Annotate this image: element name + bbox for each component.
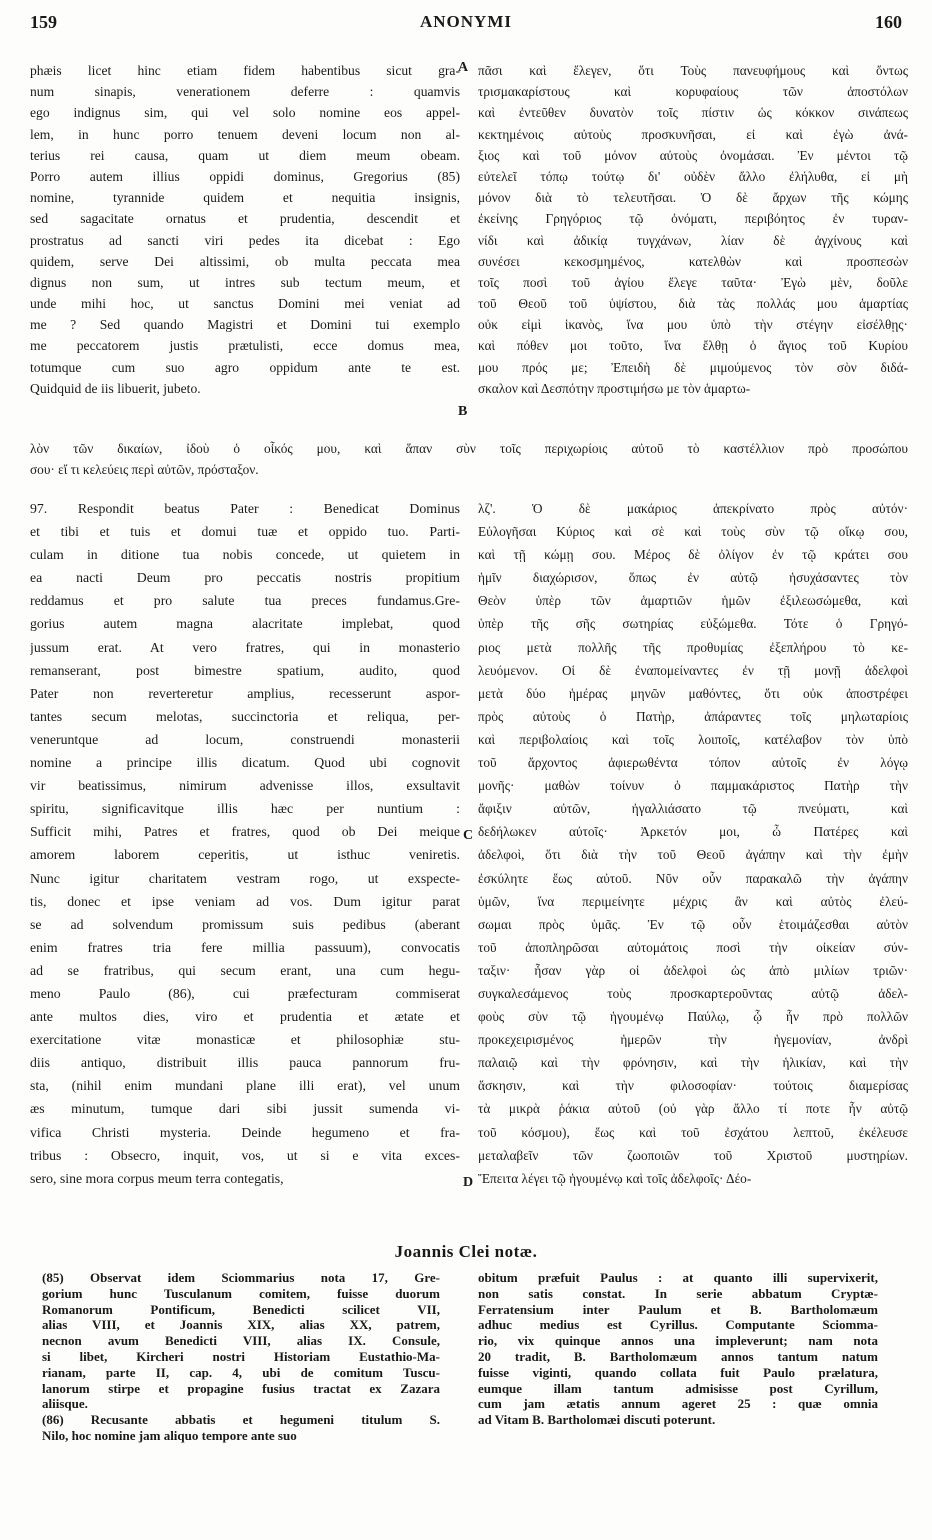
text-line: σου· εἴ τι κελεύεις περὶ αὐτῶν, πρόσταξον. bbox=[30, 462, 259, 478]
text-line: vir beatissimus, nimirum advenisse illos, exsultavit bbox=[30, 778, 460, 794]
text-line: τοῦ Θεοῦ τοῦ ὑψίστου, διὰ τὰς πολλάς μου ἁμαρτίας bbox=[478, 296, 908, 312]
text-line: rianam, parte II, cap. 4, ubi de comitum Tuscu- bbox=[42, 1364, 440, 1380]
text-line: Εὐλογῆσαι Κύριος καὶ σὲ καὶ τοὺς σὺν τῷ οἴκῳ σου, bbox=[478, 524, 908, 540]
text-line: ἐσκύλητε ἕως αὐτοῦ. Νῦν οὖν παρακαλῶ τὴν ἀγάπην bbox=[478, 870, 908, 886]
page-number-left: 159 bbox=[30, 12, 57, 32]
notes-title: Joannis Clei notæ. bbox=[394, 1242, 538, 1261]
text-line: καὶ ἐντεῦθεν δυνατὸν τοῖς πίστιν ὡς κόκκον σινάπεως bbox=[478, 105, 908, 121]
margin-letter-b: B bbox=[458, 404, 468, 419]
text-line: diis antiquo, distribuit illis pauca pannorum fru- bbox=[30, 1055, 460, 1071]
text-line: ὑμῶν, ἵνα περιμείνητε μέχρις ἂν καὶ αὐτὸς ἐλεύ- bbox=[478, 893, 908, 909]
text-line: παλαιῷ καὶ τὴν φρόνησιν, καὶ τὴν ἡλικίαν, καὶ τὴν bbox=[478, 1055, 908, 1071]
text-line: gorium hunc Tusculanum comitem, fuisse duorum bbox=[42, 1285, 440, 1301]
text-line: συγκαλεσάμενος τοὺς προσκαρτεροῦντας αὐτῷ ἀδελ- bbox=[478, 985, 908, 1001]
text-line: πρὸς αὐτοὺς ὁ Πατὴρ, ἀπάραντες τοῖς μηλωταρίοις bbox=[478, 708, 908, 724]
text-line: Θεὸν ὑπὲρ τῶν ἁμαρτιῶν ἡμῶν ἐξιλεωσώμεθα, καὶ bbox=[478, 593, 908, 609]
text-line: λὸν τῶν δικαίων, ἰδοὺ ὁ οἶκός μου, καὶ ἅπαν σὺν τοῖς περιχωρίοις αὐτοῦ τὸ καστέλλιον πρὸ προσώπου bbox=[30, 441, 908, 456]
text-line: Quidquid de iis libuerit, jubeto. bbox=[30, 380, 201, 396]
text-line: reddamus et pro salute tua preces fundamus.Gre- bbox=[30, 593, 460, 609]
greek-full-width-lines bbox=[30, 438, 908, 480]
text-line: enim fratres tria fere millia passuum), convocatis bbox=[30, 939, 460, 955]
latin-column-top bbox=[30, 60, 460, 399]
text-line: meno Paulo (86), cui præfecturam commiserat bbox=[30, 985, 460, 1001]
text-line: (85) Observat idem Sciommarius nota 17, Gre- bbox=[42, 1270, 440, 1285]
text-line: ἡμῖν διαχώρισον, ὅπως ἐν αὐτῷ ἡσυχάσαντες τὸν bbox=[478, 570, 908, 586]
text-line: culam in ditione tua nobis concede, ut quietem in bbox=[30, 547, 460, 563]
text-line: καὶ τῇ κώμῃ σου. Μέρος δὲ ὀλίγον ἐν τῷ κράτει σου bbox=[478, 547, 908, 563]
text-line: τρισμακαρίστους καὶ κορυφαίους τῶν ἀποστόλων bbox=[478, 84, 908, 100]
text-line: et tibi et tuis et domui tuæ et oppido tuo. Parti- bbox=[30, 524, 460, 540]
text-line: τοῦ ἀποπληρῶσαι αὐτομάτοις ποσὶ τὴν οἰκείαν σύν- bbox=[478, 939, 908, 955]
notes-right-column bbox=[478, 1270, 878, 1428]
text-line: πᾶσι καὶ ἔλεγεν, ὅτι Τοὺς πανευφήμους καὶ ὄντως bbox=[478, 63, 908, 78]
text-line: φοὺς σὺν τῷ ἡγουμένῳ Παύλῳ, ᾧ ἦν πρὸ πολλῶν bbox=[478, 1009, 908, 1025]
text-line: μεταλαβεῖν τῶν ζωοποιῶν τοῦ Χριστοῦ μυστηρίων. bbox=[478, 1147, 908, 1163]
text-line: (86) Recusante abbatis et hegumeni titulum S. bbox=[42, 1412, 440, 1428]
text-line: κεκτημένοις αὐτοὺς προσκυνῆσαι, εἰ καὶ ἐγὼ ἀνά- bbox=[478, 126, 908, 142]
notes-left-column bbox=[42, 1270, 440, 1444]
text-line: spiritu, significavitque illis hæc per nuntium : bbox=[30, 801, 460, 817]
text-line: æs minutum, tumque dari sibi jussit sumenda vi- bbox=[30, 1101, 460, 1117]
text-line: ριος μετὰ πολλῆς τῆς προθυμίας ἐξεπλήρου τὸ κε- bbox=[478, 639, 908, 655]
text-line: dignus non sum, ut intres sub tectum meum, et bbox=[30, 274, 460, 290]
text-line: me ? Sed quando Magistri et Domini tui exemplo bbox=[30, 317, 460, 333]
text-line: rio, vix quinque annos una impleverunt; nam nota bbox=[478, 1333, 878, 1349]
text-line: eumque illam tantum admisisse post Cyrillum, bbox=[478, 1380, 878, 1396]
text-line: Sufficit mihi, Patres et fratres, quod ob Dei meique bbox=[30, 824, 460, 840]
text-line: amorem laborem ceperitis, ut isthuc veniretis. bbox=[30, 847, 460, 863]
text-line: vifica Christi mysteria. Deinde hegumeno et fra- bbox=[30, 1124, 460, 1140]
text-line: quidem, serve Dei altissimi, ob multa peccata mea bbox=[30, 253, 460, 269]
text-line: ἀδελφοὶ, ὅτι διὰ τὴν τοῦ Θεοῦ ἀγάπην καὶ τὴν ἐμὴν bbox=[478, 847, 908, 863]
greek-column-bottom bbox=[478, 497, 908, 1190]
text-line: ego indignus sim, qui vel solo nomine eos appel- bbox=[30, 105, 460, 121]
text-line: totumque cum suo agro oppidum ante te est. bbox=[30, 359, 460, 375]
text-line: veneruntque ad locum, construendi monasterii bbox=[30, 731, 460, 747]
text-line: τὰ μικρὰ ῥάκια αὐτοῦ (οὐ γὰρ ἄλλο τί ποτε ἦν αὐτῷ bbox=[478, 1101, 908, 1117]
text-line: σκαλον καὶ Δεσπότην προστιμήσω με τὸν ἁμαρτω- bbox=[478, 380, 751, 396]
text-line: lanorum stirpe et propagine fusius tractat ex Zazara bbox=[42, 1380, 440, 1396]
text-line: jussum erat. At vero fratres, qui in monasterio bbox=[30, 639, 460, 655]
margin-letter-d: D bbox=[463, 1175, 474, 1190]
text-line: ξιος καὶ τοῦ μόνον αὐτοὺς ὀνομάσαι. Ἐν μέντοι τῷ bbox=[478, 147, 908, 163]
text-line: tribus : Obsecro, inquit, vos, ut si e vita exces- bbox=[30, 1147, 460, 1163]
text-line: Ferratensium inter Paulum et B. Bartholomæum bbox=[478, 1301, 878, 1317]
text-line: λζ'. Ὁ δὲ μακάριος ἀπεκρίνατο πρὸς αὐτόν· bbox=[478, 501, 908, 516]
text-line: ἄφιξιν αὐτῶν, ἠγαλλιάσατο τῷ πνεύματι, καὶ bbox=[478, 801, 908, 817]
text-line: se ad solvendum promissum suis pedibus (aberant bbox=[30, 916, 460, 932]
text-line: Porro autem illius oppidi dominus, Gregorius (85) bbox=[30, 168, 460, 184]
text-line: cum jam ætatis annum ageret 25 : quæ omnia bbox=[478, 1396, 878, 1412]
text-line: οὐκ εἰμὶ ἱκανὸς, ἵνα μου ὑπὸ τὴν στέγην εἰσέλθῃς· bbox=[478, 317, 908, 333]
text-line: num sinapis, venerationem deferre : quamvis bbox=[30, 84, 460, 100]
text-line: τοῦ ἄρχοντος ἀφιερωθέντα τόπον αὐτοῖς ἐν λόγῳ bbox=[478, 755, 908, 771]
text-line: nomine a principe illis dicatum. Quod ubi cognovit bbox=[30, 755, 460, 771]
text-line: προκεχειρισμένος ἡμερῶν τὴν ἡγεμονίαν, ἀνδρὶ bbox=[478, 1032, 908, 1048]
greek-column-top bbox=[478, 60, 908, 399]
margin-letter-a: A bbox=[458, 60, 469, 75]
text-line: unde mihi hoc, ut sanctus Domini mei veniat ad bbox=[30, 296, 460, 312]
text-line: ad Vitam B. Bartholomæi discuti poterunt. bbox=[478, 1412, 716, 1428]
text-line: καὶ περιβολαίοις καὶ τοῖς λοιποῖς, κατέλαβον τὸν ὑπὸ bbox=[478, 731, 908, 747]
text-line: Pater non reverteretur amplius, recesserunt aspor- bbox=[30, 685, 460, 701]
text-line: τοῦ κόσμου), ἕως καὶ τοῦ ἐσχάτου λεπτοῦ, ἐκέλευσε bbox=[478, 1124, 908, 1140]
text-line: 97. Respondit beatus Pater : Benedicat Dominus bbox=[30, 501, 460, 516]
text-line: λευόμενον. Οἱ δὲ ἐναπομείναντες ἐν τῇ μονῇ ἀδελφοὶ bbox=[478, 662, 908, 678]
text-line: lem, in hunc porro tenuem deveni locum non al- bbox=[30, 126, 460, 142]
text-line: tantes secum melotas, succinctoria et reliqua, per- bbox=[30, 708, 460, 724]
text-line: νίδι καὶ ἀδικίᾳ τυγχάνων, λίαν δὲ ἀγχίνους καὶ bbox=[478, 232, 908, 248]
text-line: ea nacti Deum pro peccatis nostris propitium bbox=[30, 570, 460, 586]
text-line: μόνον διὰ τὸ τελευτῆσαι. Ὁ δὲ ἄρχων τῆς κώμης bbox=[478, 190, 908, 206]
text-line: terius rei causa, quam ut diem meum obeam. bbox=[30, 147, 460, 163]
text-line: ταξιν· ἦσαν γὰρ οἱ ἀδελφοὶ ὡς ἀπὸ μιλίων τριῶν· bbox=[478, 962, 908, 978]
text-line: gorius autem magna alacritate implebat, quod bbox=[30, 616, 460, 632]
text-line: alias VIII, et Joannis XIX, alias XX, patrem, bbox=[42, 1317, 440, 1333]
text-line: συνέσει κεκοσμημένος, κατελθὼν καὶ προσπεσὼν bbox=[478, 253, 908, 269]
running-title: ANONYMI bbox=[420, 12, 512, 31]
text-line: me peccatorem justis prætulisti, ecce domus mea, bbox=[30, 338, 460, 354]
text-line: necnon avum Benedicti VIII, alias IX. Consule, bbox=[42, 1333, 440, 1349]
text-line: non satis constat. In serie abbatum Cryptæ- bbox=[478, 1285, 878, 1301]
text-line: sero, sine mora corpus meum terra contegatis, bbox=[30, 1170, 284, 1186]
latin-column-bottom bbox=[30, 497, 460, 1190]
text-line: sed sagacitate ornatus et prudentia, descendit et bbox=[30, 211, 460, 227]
text-line: ἐκείνης Γρηγόριος τῷ ὀνόματι, περιβόητος ἐν τυραν- bbox=[478, 211, 908, 227]
text-line: remanserant, post bimestre spatium, audito, quod bbox=[30, 662, 460, 678]
text-line: καὶ πόθεν μοι τοῦτο, ἵνα ἔλθῃ ὁ ἅγιος τοῦ Κυρίου bbox=[478, 338, 908, 354]
text-line: phæis licet hinc etiam fidem habentibus sicut gra- bbox=[30, 63, 460, 78]
text-line: exercitatione vitæ monasticæ et philosophiæ stu- bbox=[30, 1032, 460, 1048]
text-line: tis, donec et ipse veniam ad vos. Dum igitur parat bbox=[30, 893, 460, 909]
text-line: Ἔπειτα λέγει τῷ ἡγουμένῳ καὶ τοῖς ἀδελφοῖς· Δέο- bbox=[478, 1170, 752, 1186]
page-number-right: 160 bbox=[875, 12, 902, 32]
text-line: δεδήλωκεν αὐτοῖς· Ἀρκετόν μοι, ὦ Πατέρες καὶ bbox=[478, 824, 908, 840]
text-line: Romanorum Pontificum, Benedicti scilicet VII, bbox=[42, 1301, 440, 1317]
text-line: μου πρός με; Ἐπειδὴ δὲ μιμούμενος τὸν σὸν διδά- bbox=[478, 359, 908, 375]
text-line: ὑπὲρ τῆς σῆς σωτηρίας εὐξώμεθα. Τότε ὁ Γρηγό- bbox=[478, 616, 908, 632]
text-line: 20 tradit, B. Bartholomæum annos tantum natum bbox=[478, 1348, 878, 1364]
text-line: εὐτελεῖ τόπῳ τούτῳ δι' οὐδὲν ἄλλο ἐλήλυθα, εἰ μὴ bbox=[478, 168, 908, 184]
text-line: ἄσκησιν, καὶ τὴν φιλοσοφίαν· τούτοις διαμερίσας bbox=[478, 1078, 908, 1094]
text-line: μετὰ δύο ἡμέρας μηνῶν μαθόντες, ὅτι οὐκ ἀποστρέφει bbox=[478, 685, 908, 701]
text-line: ad se fratribus, qui secum erant, una cum hegu- bbox=[30, 962, 460, 978]
text-line: μονῆς· μαθὼν τοίνυν ὁ παμμακάριστος Πατὴρ τὴν bbox=[478, 778, 908, 794]
text-line: σωμαι πρὸς ὑμᾶς. Ἐν τῷ οὖν ἑτοιμάζεσθαι αὐτὸν bbox=[478, 916, 908, 932]
text-line: ante multos dies, viro et prudentia et ætate et bbox=[30, 1009, 460, 1025]
text-line: nomine, tyrannide quidem et nequitia insignis, bbox=[30, 190, 460, 206]
text-line: τοῖς ποσὶ τοῦ ἁγίου ἔλεγε ταῦτα· Ἐγὼ μὲν, δοῦλε bbox=[478, 274, 908, 290]
text-line: obitum præfuit Paulus : at quanto illi supervixerit, bbox=[478, 1270, 878, 1285]
text-line: Nunc igitur charitatem vestram rogo, ut exspecte- bbox=[30, 870, 460, 886]
text-line: prostratus ad sancti viri pedes ita dicebat : Ego bbox=[30, 232, 460, 248]
text-line: sta, (nihil enim mundani plane illi erat), vel unum bbox=[30, 1078, 460, 1094]
text-line: aliisque. bbox=[42, 1396, 88, 1412]
text-line: fuisse viginti, quando collata fuit Paulo prælatura, bbox=[478, 1364, 878, 1380]
text-line: si libet, Kircheri nostri Historiam Eustathio-Ma- bbox=[42, 1348, 440, 1364]
text-line: Nilo, hoc nomine jam aliquo tempore ante suo bbox=[42, 1427, 297, 1443]
text-line: adhuc medius est Cyrillus. Computante Sciomma- bbox=[478, 1317, 878, 1333]
margin-letter-c: C bbox=[463, 828, 474, 843]
